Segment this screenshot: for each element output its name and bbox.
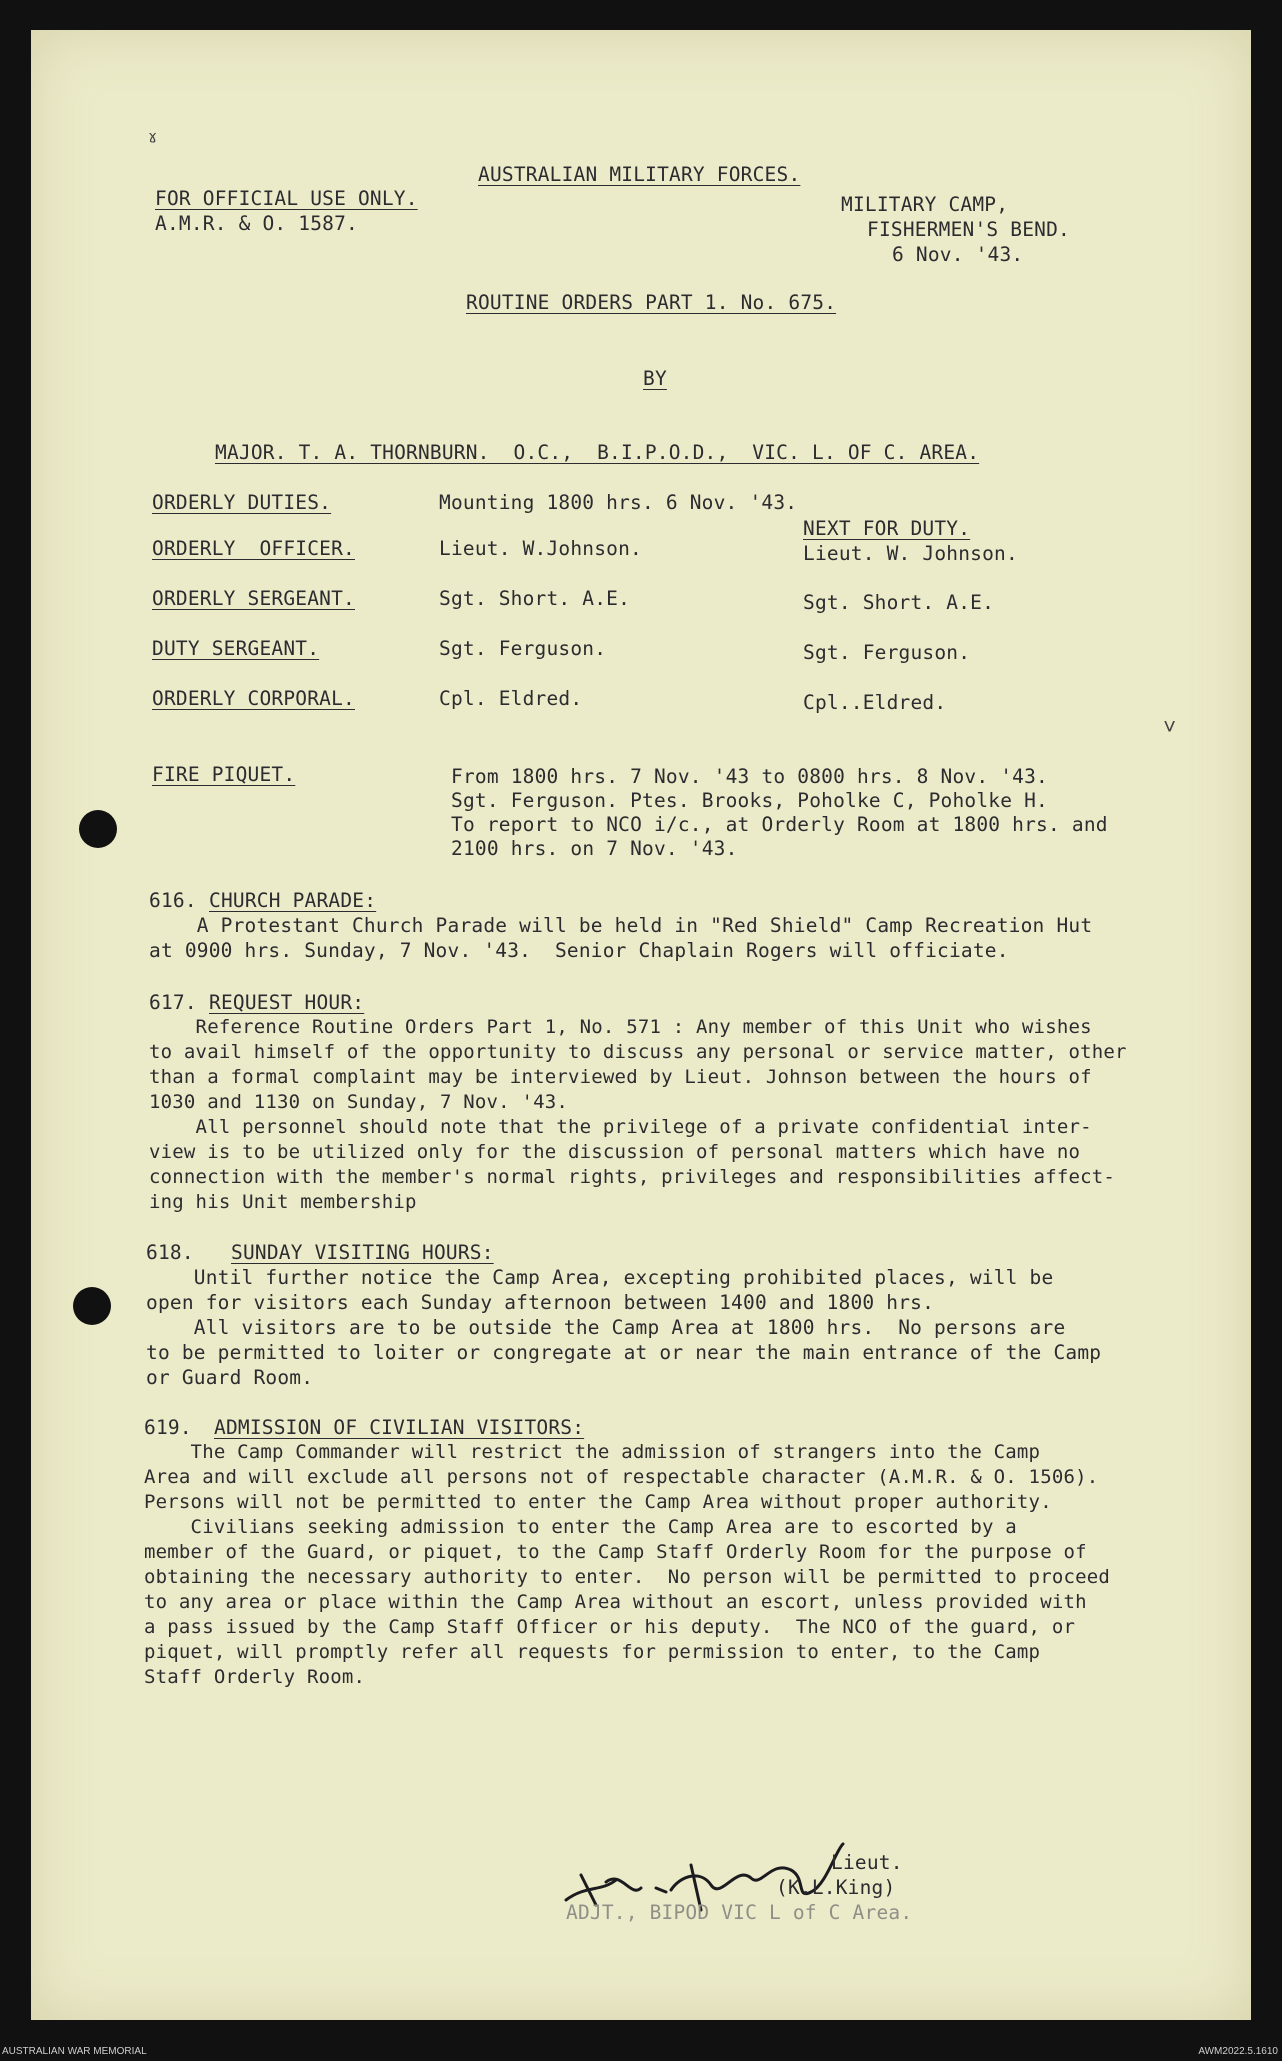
section-text: Reference Routine Orders Part 1, No. 571 : Any member of this Unit who wishes to avail himself of the opportunity to discuss any personal or service matter, other than a formal complaint may be interviewed by Lieut. Johnson between the hours of 1030 and 1130 on Sunday, 7 Nov. '43. All personnel should note that the privilege of a private confidential inter- view is to be utilized only for the discussion of personal matters which have no connection with the member's normal rights, privileges and responsibilities affect- ing his Unit membership xyxy=(149,1016,1127,1213)
fire-piquet-line: Sgt. Ferguson. Ptes. Brooks, Poholke C, Poholke H. xyxy=(451,789,1048,812)
section-heading: REQUEST HOUR: xyxy=(209,991,365,1014)
orderly-duties-title: ORDERLY DUTIES. xyxy=(152,491,332,514)
section-heading: SUNDAY VISITING HOURS: xyxy=(231,1241,494,1264)
signatory-rank: Lieut. xyxy=(831,1851,903,1874)
issuing-officer: MAJOR. T. A. THORNBURN. O.C., B.I.P.O.D., VIC. L. OF C. AREA. xyxy=(215,441,980,464)
paper-mark: ˠ xyxy=(146,128,160,153)
organisation-title: AUSTRALIAN MILITARY FORCES. xyxy=(478,163,801,186)
section-text: A Protestant Church Parade will be held in "Red Shield" Camp Recreation Hut at 0900 hrs. Sunday, 7 Nov. '43. Senior Chaplain Rogers will officiate. xyxy=(149,914,1093,962)
duty-role: ORDERLY SERGEANT. xyxy=(152,587,355,610)
document-page xyxy=(31,30,1251,2020)
duty-next: Lieut. W. Johnson. xyxy=(803,542,1018,565)
duty-current: Cpl. Eldred. xyxy=(439,687,583,710)
duty-next: Cpl..Eldred. xyxy=(803,691,947,714)
fire-piquet-line: 2100 hrs. on 7 Nov. '43. xyxy=(451,837,738,860)
duty-current: Sgt. Short. A.E. xyxy=(439,587,631,610)
orders-title: ROUTINE ORDERS PART 1. No. 675. xyxy=(466,291,837,314)
duty-current: Lieut. W.Johnson. xyxy=(439,537,642,560)
fire-piquet-line: To report to NCO i/c., at Orderly Room at 1800 hrs. and xyxy=(451,813,1108,836)
footer-reference: AWM2022.5.1610 xyxy=(1198,2046,1278,2057)
section-heading: CHURCH PARADE: xyxy=(209,889,377,912)
punch-hole xyxy=(73,1287,111,1325)
section-number: 619. xyxy=(144,1416,192,1439)
section-text: The Camp Commander will restrict the admission of strangers into the Camp Area and will exclude all persons not of respectable character (A.M.R. & O. 1506). Persons will not be permitted to enter the Camp Area without proper authority. Civilians seeking admission to enter the Camp Area are to escorted by a member of the Guard, or piquet, to the Camp Staff Orderly Room for the purpose of obtaining the necessary authority to enter. No person will be permitted to proceed to any area or place within the Camp Area without an escort, unless provided with a pass issued by the Camp Staff Officer or his deputy. The NCO of the guard, or piquet, will promptly refer all requests for permission to enter, to the Camp Staff Orderly Room. xyxy=(144,1441,1111,1688)
mounting-time: Mounting 1800 hrs. 6 Nov. '43. xyxy=(439,491,798,514)
section-heading: ADMISSION OF CIVILIAN VISITORS: xyxy=(214,1416,585,1439)
section-number: 616. xyxy=(149,889,197,912)
camp-name: MILITARY CAMP, xyxy=(841,193,1009,216)
section-text: Until further notice the Camp Area, excepting prohibited places, will be open for visitors each Sunday afternoon between 1400 and 1800 hrs. All visitors are to be outside the Camp Area at 1800 hrs. No persons are to be permitted to loiter or congregate at or near the main entrance of the Camp or Guard Room. xyxy=(146,1266,1102,1389)
duty-next: Sgt. Ferguson. xyxy=(803,641,971,664)
fire-piquet-label: FIRE PIQUET. xyxy=(152,763,296,786)
paper-mark: ˅ xyxy=(1163,715,1177,740)
camp-location: FISHERMEN'S BEND. xyxy=(867,218,1070,241)
next-for-duty-label: NEXT FOR DUTY. xyxy=(803,517,971,540)
duty-current: Sgt. Ferguson. xyxy=(439,637,607,660)
duty-next: Sgt. Short. A.E. xyxy=(803,591,995,614)
punch-hole xyxy=(79,810,117,848)
section-number: 617. xyxy=(149,991,197,1014)
duty-role: DUTY SERGEANT. xyxy=(152,637,320,660)
section-number: 618. xyxy=(146,1241,194,1264)
official-use-label: FOR OFFICIAL USE ONLY. xyxy=(155,187,418,210)
order-date: 6 Nov. '43. xyxy=(892,243,1024,266)
duty-role: ORDERLY CORPORAL. xyxy=(152,687,355,710)
footer-credit: AUSTRALIAN WAR MEMORIAL xyxy=(2,2046,147,2057)
by-label: BY xyxy=(643,367,667,390)
duty-role: ORDERLY OFFICER. xyxy=(152,537,355,560)
fire-piquet-line: From 1800 hrs. 7 Nov. '43 to 0800 hrs. 8 Nov. '43. xyxy=(451,765,1048,788)
signatory-unit-stamp: ADJT., BIPOD VIC L of C Area. xyxy=(566,1901,913,1924)
amr-reference: A.M.R. & O. 1587. xyxy=(155,212,358,235)
signatory-name: (K.L.King) xyxy=(776,1876,896,1899)
